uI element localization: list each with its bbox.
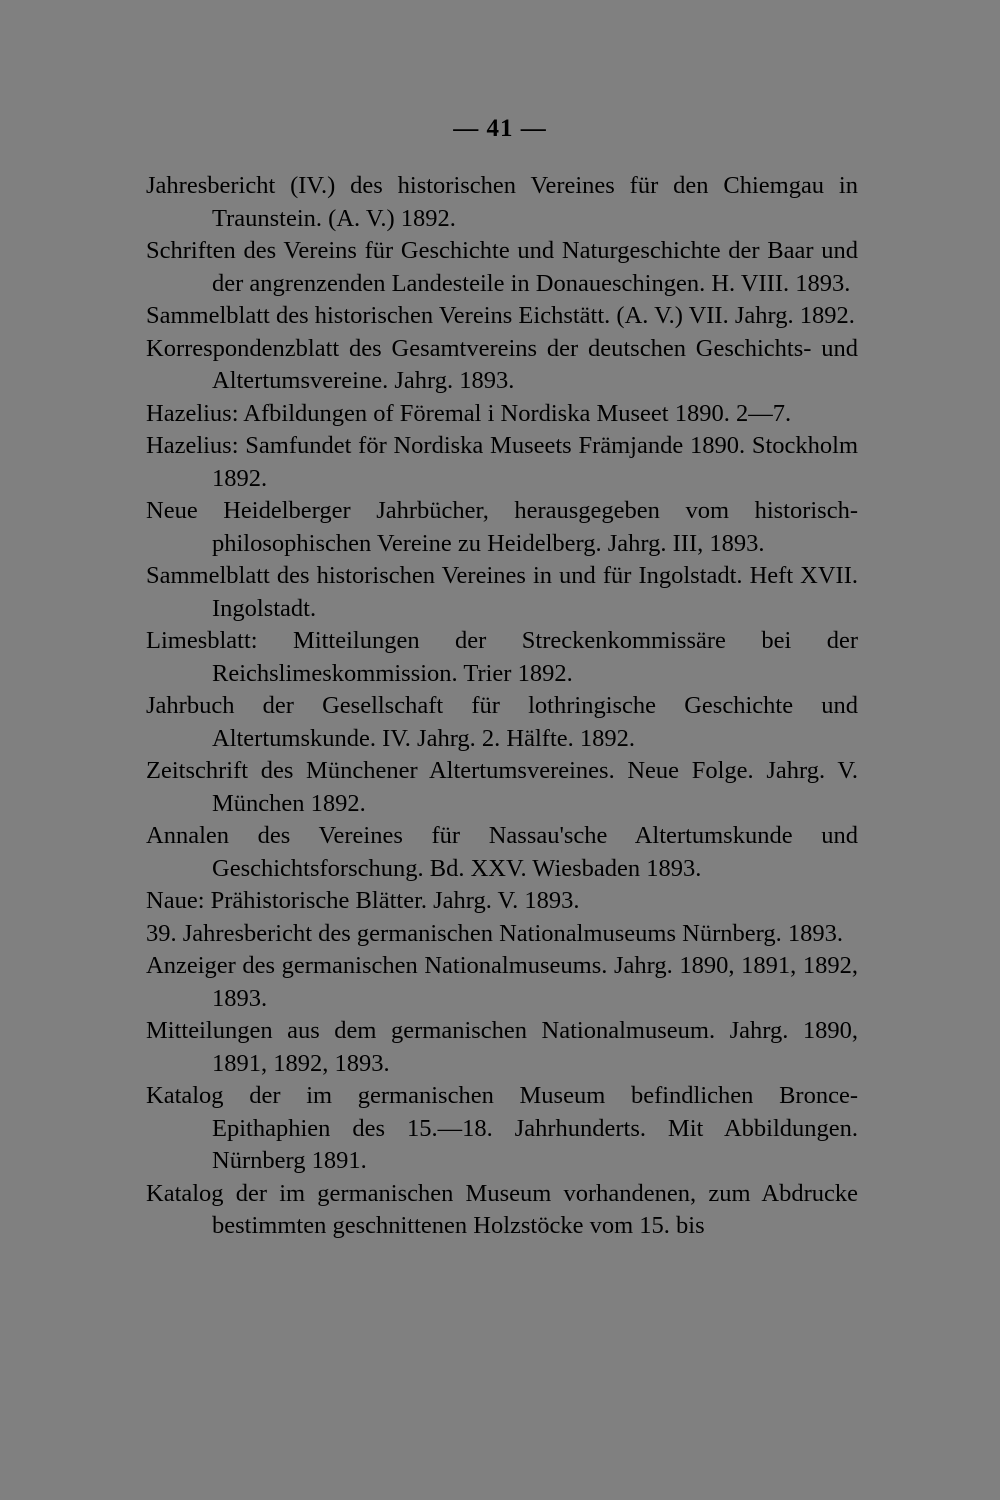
bibliography-entry: Naue: Prähistorische Blätter. Jahrg. V. 1893. [146,887,580,914]
bibliography-entry: Jahrbuch der Gesellschaft für lothringische Geschichte und Altertumskunde. IV. Jahrg. 2. Hälfte. 1892. [146,692,858,752]
bibliography-entry: Sammelblatt des historischen Vereines in und für Ingolstadt. Heft XVII. Ingolstadt. [146,562,858,622]
bibliography-entry: Zeitschrift des Münchener Altertumsvereines. Neue Folge. Jahrg. V. München 1892. [146,757,858,817]
bibliography-entry: 39. Jahresbericht des germanischen Nationalmuseums Nürnberg. 1893. [146,919,843,947]
bibliography-entry: Hazelius: Afbildungen of Föremal i Nordiska Museet 1890. 2—7. [146,399,792,427]
bibliography-entry: Mitteilungen aus dem germanischen Nationalmuseum. Jahrg. 1890, 1891, 1892, 1893. [146,1017,858,1077]
bibliography-entry: Jahresbericht (IV.) des historischen Vereines für den Chiemgau in Traunstein. (A. V.) 1892. [146,172,858,232]
bibliography-entry: Katalog der im germanischen Museum befindlichen Bronce-Epithaphien des 15.—18. Jahrhunderts. Mit Abbildungen. Nürnberg 1891. [146,1082,858,1174]
bibliography-entry: Neue Heidelberger Jahrbücher, herausgegeben vom historisch-philosophischen Vereine zu Heidelberg. Jahrg. III, 1893. [146,497,858,557]
bibliography-list [146,170,858,1243]
bibliography-entry: Sammelblatt des historischen Vereins Eichstätt. (A. V.) VII. Jahrg. 1892. [146,302,855,329]
bibliography-entry: Schriften des Vereins für Geschichte und Naturgeschichte der Baar und der angrenzenden Landesteile in Donaueschingen. H. VIII. 1893. [146,237,858,297]
bibliography-entry: Limesblatt: Mitteilungen der Streckenkommissäre bei der Reichslimeskommission. Trier 1892. [146,627,858,687]
bibliography-entry: Hazelius: Samfundet för Nordiska Museets Främjande 1890. Stockholm 1892. [146,432,858,492]
bibliography-entry: Katalog der im germanischen Museum vorhandenen, zum Abdrucke bestimmten geschnittenen Holzstöcke vom 15. bis [146,1179,858,1239]
bibliography-entry: Anzeiger des germanischen Nationalmuseums. Jahrg. 1890, 1891, 1892, 1893. [146,952,858,1012]
bibliography-entry: Annalen des Vereines für Nassau'sche Altertumskunde und Geschichtsforschung. Bd. XXV. Wiesbaden 1893. [146,822,858,882]
bibliography-entry: Korrespondenzblatt des Gesamtvereins der deutschen Geschichts- und Altertumsvereine. Jahrg. 1893. [146,334,858,394]
page-number: — 41 — [453,115,547,142]
